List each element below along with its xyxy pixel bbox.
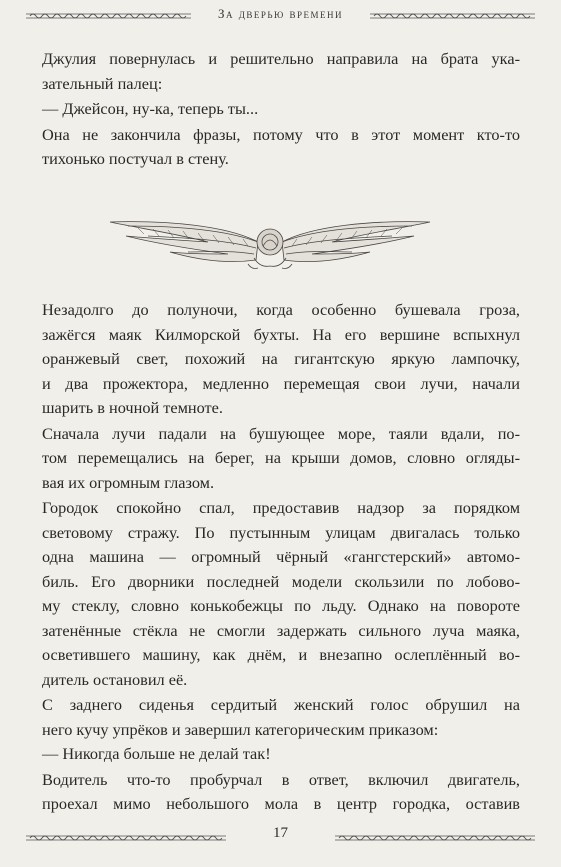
page-number: 17 <box>273 825 288 841</box>
text-line: дитель остановил её. <box>42 669 188 689</box>
body-text-top <box>42 47 520 172</box>
text-line: зательный палец: <box>42 73 163 93</box>
text-line: тихонько постучал в стену. <box>42 149 229 168</box>
text-line: — Никогда больше не делай так! <box>42 744 271 763</box>
footer-ornament-right <box>335 832 535 844</box>
text-line: световому стражу. По пустынным улицам двигалась только <box>42 522 520 542</box>
text-line: Сначала лучи падали на бушующее море, таяли вдали, по- <box>42 423 520 443</box>
text-line: биль. Его дворники последней модели скользили по лобово- <box>42 571 520 591</box>
text-line: Городок спокойно спал, предоставив надзор за порядком <box>42 498 520 517</box>
text-line: шарить в ночной темноте. <box>42 398 223 417</box>
text-line: том перемещались на берег, на крыши домов, словно огляды- <box>42 448 520 467</box>
text-line: Она не закончила фразы, потому что в этот момент кто-то <box>42 124 520 144</box>
text-line: проехал мимо небольшого мола в центр городка, оставив <box>42 794 520 813</box>
text-line: С заднего сиденья сердитый женский голос обрушил на <box>42 695 520 714</box>
header-ornament-right <box>370 10 535 22</box>
page-footer <box>26 823 535 849</box>
text-line: одна машина — огромный чёрный «гангстерский» автомо- <box>42 547 520 566</box>
body-text-main <box>42 298 520 817</box>
text-line: затенённые стёкла не смогли задержать сильного луча маяка, <box>42 620 520 640</box>
text-line: Водитель что-то пробурчал в ответ, включил двигатель, <box>42 769 520 789</box>
text-line: Джулия повернулась и решительно направила на брата ука- <box>42 49 520 68</box>
text-line: оранжевый свет, похожий на гигантскую яркую лампочку, <box>42 349 520 368</box>
text-line: Незадолго до полуночи, когда особенно бушевала гроза, <box>42 300 520 319</box>
text-line: зажёгся маяк Килморской бухты. На его вершине вспыхнул <box>42 324 520 344</box>
running-header <box>26 2 535 28</box>
text-line: и два прожектора, медленно перемещая свои лучи, начали <box>42 373 520 393</box>
text-line: — Джейсон, ну-ка, теперь ты... <box>42 99 259 118</box>
winged-emblem <box>108 212 432 274</box>
text-line: него кучу упрёков и завершил категорическим приказом: <box>42 719 439 739</box>
text-line: осветившего машину, как днём, и внезапно ослеплённый во- <box>42 645 520 664</box>
text-line: вая их огромным глазом. <box>42 472 215 492</box>
text-line: му стеклу, словно конькобежцы по льду. Однако на повороте <box>42 596 520 615</box>
running-title: За дверью времени <box>217 6 344 21</box>
